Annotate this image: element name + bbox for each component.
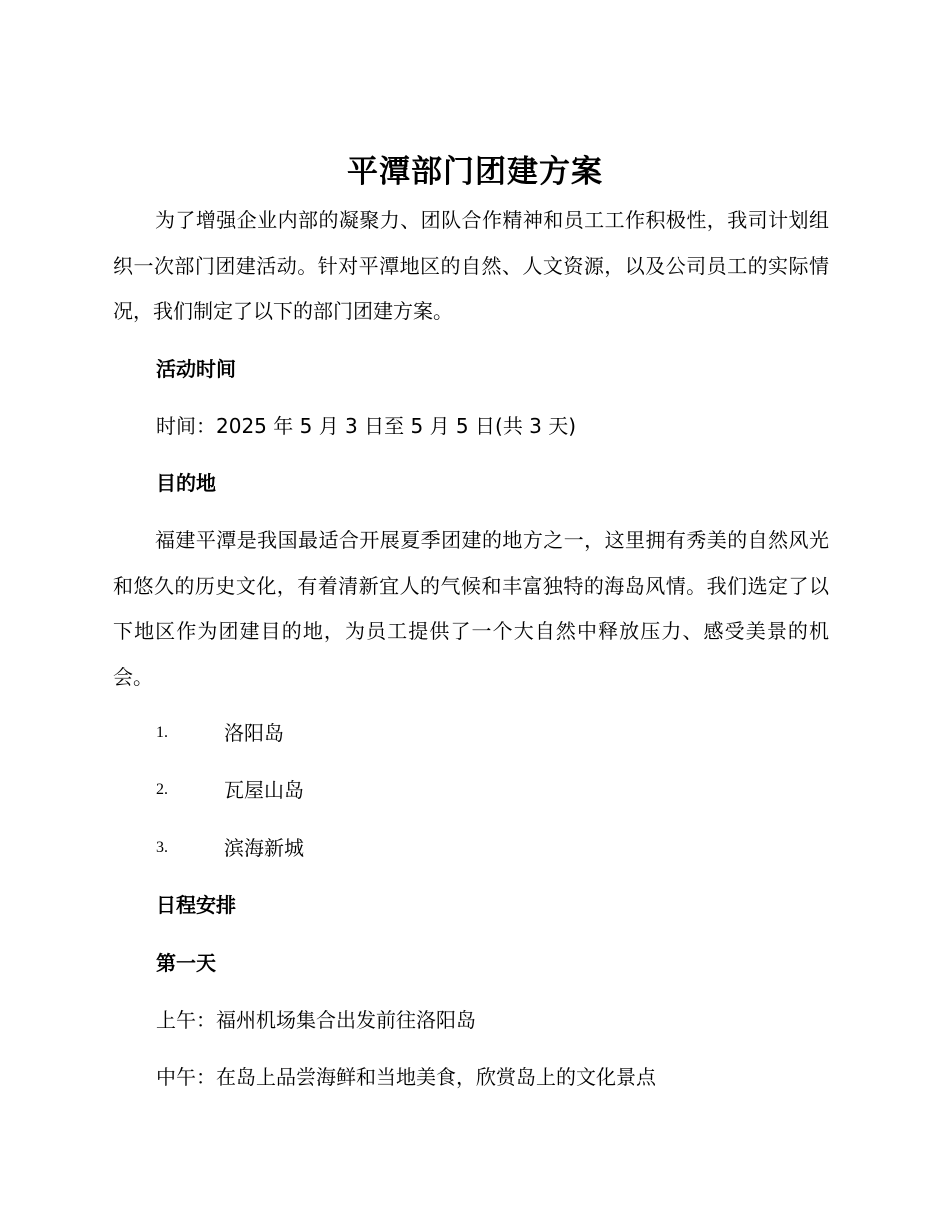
schedule-noon: 中午：在岛上品尝海鲜和当地美食，欣赏岛上的文化景点	[156, 1065, 656, 1089]
page-title: 平潭部门团建方案	[347, 154, 603, 190]
list-item-number: 3.	[156, 839, 168, 856]
list-item: 瓦屋山岛	[224, 778, 304, 802]
day-heading: 第一天	[156, 951, 216, 975]
list-item: 滨海新城	[224, 836, 304, 860]
list-item-number: 2.	[156, 781, 168, 798]
list-item: 洛阳岛	[224, 721, 284, 745]
section-heading-destination: 目的地	[156, 471, 216, 495]
intro-paragraph: 为了增强企业内部的凝聚力、团队合作精神和员工工作积极性，我司计划组织一次部门团建活动。针对平潭地区的自然、人文资源，以及公司员工的实际情况，我们制定了以下的部门团建方案。	[113, 208, 829, 323]
section-heading-schedule: 日程安排	[156, 893, 236, 917]
destination-paragraph: 福建平潭是我国最适合开展夏季团建的地方之一，这里拥有秀美的自然风光和悠久的历史文化，有着清新宜人的气候和丰富独特的海岛风情。我们选定了以下地区作为团建目的地，为员工提供了一个大自然中释放压力、感受美景的机会。	[113, 528, 829, 689]
list-item-number: 1.	[156, 724, 168, 741]
schedule-morning: 上午：福州机场集合出发前往洛阳岛	[156, 1008, 476, 1032]
time-text: 时间：2025 年 5 月 3 日至 5 月 5 日(共 3 天)	[156, 414, 577, 438]
section-heading-time: 活动时间	[156, 357, 236, 381]
